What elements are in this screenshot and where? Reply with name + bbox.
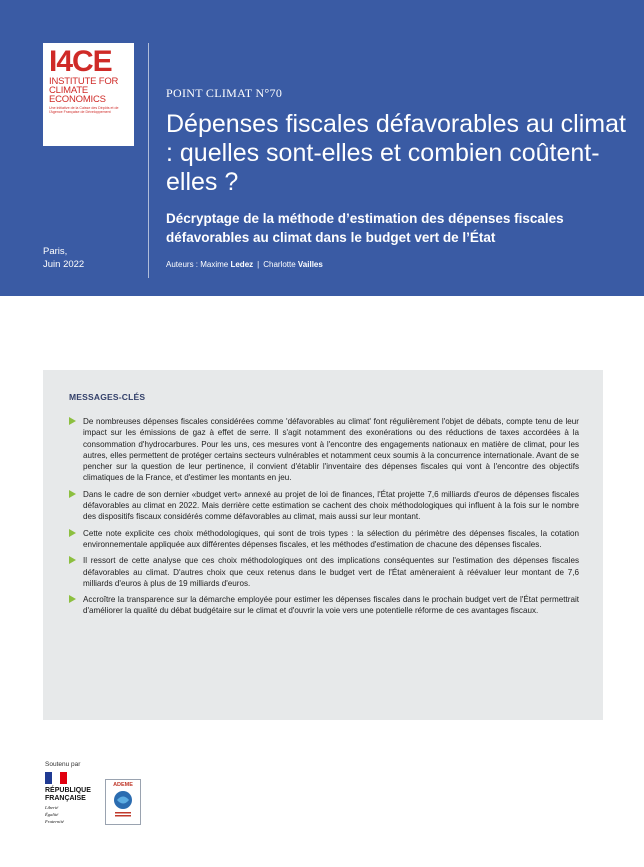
author-1-lastname: Ledez — [230, 260, 254, 269]
ademe-label: ADEME — [113, 782, 133, 788]
gov-name-line-2: FRANÇAISE — [45, 795, 86, 802]
key-message-text: Dans le cadre de son dernier «budget vert» annexé au projet de loi de finances, l'État projette 7,6 milliards d'euros de dépenses fiscales défavorables au climat en 2022. Mais derrière cette estimation se cachent des choix méthodologiques qui influent à la fois sur le nombre des dispositifs fiscaux considérés comme défavorables au climat, mais aussi sur leur montant. — [83, 489, 579, 522]
authors-separator: | — [257, 260, 260, 269]
header-banner — [0, 0, 644, 296]
ademe-logo — [105, 779, 141, 825]
key-message-text: De nombreuses dépenses fiscales considérées comme 'défavorables au climat' font régulièrement l'objet de débats, compte tenu de leur impact sur les émissions de gaz à effet de serre. Il s'agit notamment des exonérations ou des réductions de taxes accordées à la consommation d'hydrocarbures. Pour les uns, ces mesures vont à l'encontre des engagements nationaux en matière de climat, pour les autres, elles permettent de protéger certains secteurs vulnérables et notamment ceux soumis à la concurrence internationale. Avant de se pencher sur la question de leur pertinence, il convient d'établir l'inventaire des dépenses fiscales qui vont à l'encontre des objectifs climatiques de la France, et d'estimer les montants en jeu. — [83, 417, 579, 483]
authors-line — [166, 260, 323, 269]
key-message-item — [69, 555, 579, 589]
page-title: Dépenses fiscales défavorables au climat : quelles sont-elles et combien coûtent-elles ? — [166, 110, 626, 196]
page-subtitle: Décryptage de la méthode d’estimation des dépenses fiscales défavorables au climat dans le budget vert de l’État — [166, 211, 564, 245]
authors-prefix: Auteurs : Maxime — [166, 260, 231, 269]
logo-line-1: INSTITUTE FOR — [49, 76, 119, 87]
republique-francaise-logo — [45, 772, 105, 832]
i4ce-logo — [43, 43, 134, 146]
series-label: POINT CLIMAT N°70 — [166, 86, 283, 100]
key-message-item — [69, 594, 579, 617]
bullet-triangle-icon — [69, 529, 76, 537]
logo-line-2: CLIMATE — [49, 85, 89, 96]
bullet-triangle-icon — [69, 417, 76, 425]
key-message-text: Cette note explicite ces choix méthodologiques, qui sont de trois types : la sélection du périmètre des dépenses fiscales, la cotation environnementale appliquée aux différentes dépenses fiscales, et les méthodes d'estimation de chacune des dépenses fiscales. — [83, 528, 579, 549]
author-2-firstname: Charlotte — [263, 260, 298, 269]
key-messages-box — [43, 370, 603, 720]
bullet-triangle-icon — [69, 556, 76, 564]
key-message-text: Il ressort de cette analyse que ces choix méthodologiques ont des implications conséquentes sur l'estimation des dépenses fiscales défavorables au climat. D'autres choix que ceux retenus dans le budget vert de l'État amèneraient à réévaluer leur montant de 7,6 milliards d'euros à plus de 19 milliards d'euros. — [83, 556, 579, 588]
gov-motto-2: Égalité — [45, 812, 59, 817]
logo-small-text: Une initiative de la Caisse des Dépôts et de l'Agence Française de Développement — [49, 106, 119, 114]
publication-place-date — [43, 245, 84, 271]
ademe-emblem-icon — [111, 789, 135, 819]
gov-motto-3: Fraternité — [45, 819, 64, 824]
publication-date: Juin 2022 — [43, 259, 85, 270]
bullet-triangle-icon — [69, 490, 76, 498]
publication-city: Paris, — [43, 246, 68, 257]
logo-line-3: ECONOMICS — [49, 94, 106, 105]
key-message-item — [69, 416, 579, 484]
gov-name-line-1: RÉPUBLIQUE — [45, 787, 91, 794]
key-message-text: Accroître la transparence sur la démarche employée pour estimer les dépenses fiscales dans le prochain budget vert de l'État permettrait d'améliorer la qualité du débat budgétaire sur le climat et d'ouvrir la voie vers une potentielle réforme de ces avantages fiscaux. — [83, 595, 579, 616]
bullet-triangle-icon — [69, 595, 76, 603]
logo-mark: I4CE — [49, 45, 112, 78]
key-message-item — [69, 489, 579, 523]
header-divider — [148, 43, 149, 278]
support-label: Soutenu par — [45, 761, 81, 768]
key-messages-title: MESSAGES-CLÉS — [69, 392, 146, 402]
gov-motto-1: Liberté — [45, 805, 59, 810]
french-flag-icon — [45, 772, 67, 784]
author-2-lastname: Vailles — [297, 260, 323, 269]
key-message-item — [69, 528, 579, 551]
